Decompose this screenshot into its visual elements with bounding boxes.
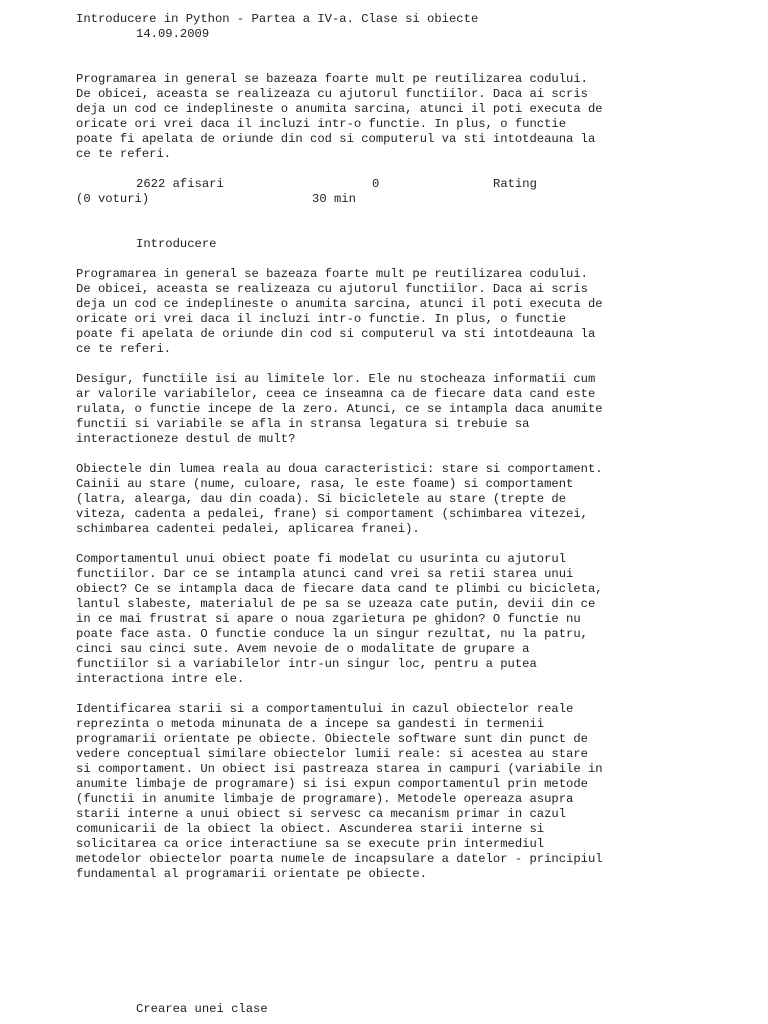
intro-paragraph-2 xyxy=(76,372,736,447)
text-line: deja un cod ce indeplineste o anumita sarcina, atunci il poti executa de xyxy=(76,297,603,311)
text-line: si comportament. Un obiect isi pastreaza starea in campuri (variabile in xyxy=(76,762,603,776)
text-line: De obicei, aceasta se realizeaza cu ajutorul functiilor. Daca ai scris xyxy=(76,87,588,101)
comments-count: 0 xyxy=(372,177,380,191)
text-line: cinci sau cinci sute. Avem nevoie de o modalitate de grupare a xyxy=(76,642,530,656)
text-line: Programarea in general se bazeaza foarte mult pe reutilizarea codului. xyxy=(76,267,588,281)
text-line: poate fi apelata de oriunde din cod si computerul va sti intotdeauna la xyxy=(76,327,596,341)
text-line: poate face asta. O functie conduce la un singur rezultat, nu la patru, xyxy=(76,627,588,641)
text-line: Cainii au stare (nume, culoare, rasa, le este foame) si comportament xyxy=(76,477,574,491)
text-line: De obicei, aceasta se realizeaza cu ajutorul functiilor. Daca ai scris xyxy=(76,282,588,296)
text-line: lantul slabeste, materialul de pe sa se uzeaza cate putin, devii din ce xyxy=(76,597,596,611)
text-line: functiilor. Dar ce se intampla atunci cand vrei sa retii starea unui xyxy=(76,567,574,581)
stats-row-bottom xyxy=(76,192,736,207)
text-line: Programarea in general se bazeaza foarte mult pe reutilizarea codului. xyxy=(76,72,588,86)
text-line: solicitarea ca orice interactiune sa se execute prin intermediul xyxy=(76,837,545,851)
text-line: poate fi apelata de oriunde din cod si computerul va sti intotdeauna la xyxy=(76,132,596,146)
text-line: ce te referi. xyxy=(76,342,172,356)
text-line: ar valorile variabilelor, ceea ce inseamna ca de fiecare data cand este xyxy=(76,387,596,401)
text-line: in ce mai frustrat si apare o noua zgarietura pe ghidon? O functie nu xyxy=(76,612,581,626)
text-line: (latra, alearga, dau din coada). Si bicicletele au stare (trepte de xyxy=(76,492,567,506)
document-title: Introducere in Python - Partea a IV-a. Clase si obiecte xyxy=(76,12,479,26)
text-line: oricate ori vrei daca il incluzi intr-o functie. In plus, o functie xyxy=(76,117,567,131)
stats-row-top xyxy=(76,177,736,192)
text-line: oricate ori vrei daca il incluzi intr-o functie. In plus, o functie xyxy=(76,312,567,326)
text-line: viteza, cadenta a pedalei, frane) si comportament (schimbarea vitezei, xyxy=(76,507,588,521)
text-line: Comportamentul unui obiect poate fi modelat cu usurinta cu ajutorul xyxy=(76,552,567,566)
votes-count: (0 voturi) xyxy=(76,192,150,206)
text-line: programarii orientate pe obiecte. Obiectele software sunt din punct de xyxy=(76,732,588,746)
text-line: comunicarii de la obiect la obiect. Ascunderea starii interne si xyxy=(76,822,545,836)
text-line: functiilor si a variabilelor intr-un singur loc, pentru a putea xyxy=(76,657,537,671)
text-line: fundamental al programarii orientate pe obiecte. xyxy=(76,867,428,881)
text-line: (functii in anumite limbaje de programare). Metodele opereaza asupra xyxy=(76,792,574,806)
text-line: rulata, o functie incepe de la zero. Atunci, ce se intampla daca anumite xyxy=(76,402,603,416)
text-line: anumite limbaje de programare) si isi expun comportamentul prin metode xyxy=(76,777,588,791)
rating-label: Rating xyxy=(493,177,537,191)
text-line: interactioneze destul de mult? xyxy=(76,432,296,446)
intro-paragraph-5 xyxy=(76,702,736,882)
text-line: ce te referi. xyxy=(76,147,172,161)
text-line: deja un cod ce indeplineste o anumita sarcina, atunci il poti executa de xyxy=(76,102,603,116)
text-line: metodelor obiectelor poarta numele de incapsulare a datelor - principiul xyxy=(76,852,603,866)
text-line: vedere conceptual similare obiectelor lumii reale: si acestea au stare xyxy=(76,747,588,761)
text-line: functii si variabile se afla in stransa legatura si trebuie sa xyxy=(76,417,530,431)
section-heading-crearea-unei-clase: Crearea unei clase xyxy=(136,1002,268,1016)
text-line: starii interne a unui obiect si servesc ca mecanism primar in cazul xyxy=(76,807,567,821)
text-line: Obiectele din lumea reala au doua caracteristici: stare si comportament. xyxy=(76,462,603,476)
intro-paragraph-3 xyxy=(76,462,736,537)
text-line: interactiona intre ele. xyxy=(76,672,245,686)
section-heading-introducere: Introducere xyxy=(136,237,217,251)
text-line: schimbarea cadentei pedalei, aplicarea franei). xyxy=(76,522,420,536)
summary-paragraph xyxy=(76,72,736,162)
views-count: 2622 afisari xyxy=(136,177,224,191)
text-line: obiect? Ce se intampla daca de fiecare data cand te plimbi cu bicicleta, xyxy=(76,582,603,596)
text-line: Desigur, functiile isi au limitele lor. Ele nu stocheaza informatii cum xyxy=(76,372,596,386)
text-line: reprezinta o metoda minunata de a incepe sa gandesti in termenii xyxy=(76,717,545,731)
reading-duration: 30 min xyxy=(312,192,356,206)
document-page xyxy=(76,12,736,1017)
intro-paragraph-1 xyxy=(76,267,736,357)
intro-paragraph-4 xyxy=(76,552,736,687)
document-date: 14.09.2009 xyxy=(136,27,210,41)
text-line: Identificarea starii si a comportamentului in cazul obiectelor reale xyxy=(76,702,574,716)
